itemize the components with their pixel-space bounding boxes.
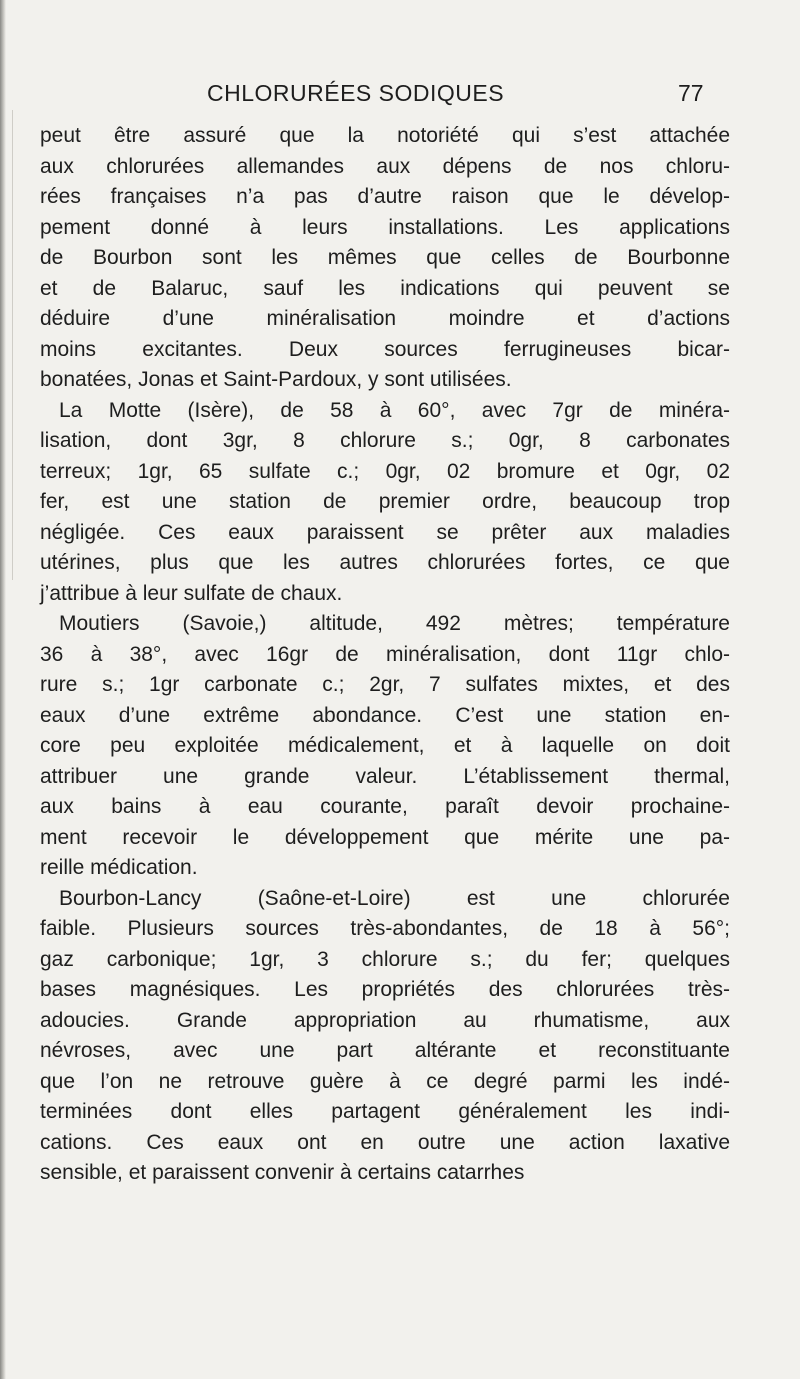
running-title: CHLORURÉES SODIQUES [207,80,505,106]
text-line: 36 à 38°, avec 16gr de minéralisation, dont 11gr chlo- [40,642,730,666]
text-line: de Bourbon sont les mêmes que celles de Bourbonne [40,246,730,269]
text-line: ment recevoir le développement que mérite une pa- [40,825,730,849]
text-line: aux bains à eau courante, paraît devoir prochaine- [40,795,730,818]
text-line: Bourbon-Lancy (Saône-et-Loire) est une chlorurée [59,886,730,910]
text-line: Moutiers (Savoie,) altitude, 492 mètres; température [59,612,730,635]
text-line: faible. Plusieurs sources très-abondantes, de 18 à 56°; [40,917,730,940]
text-line: peut être assuré que la notoriété qui s’est attachée [40,124,730,147]
text-line: terreux; 1gr, 65 sulfate c.; 0gr, 02 bromure et 0gr, 02 [40,459,730,483]
text-line: rure s.; 1gr carbonate c.; 2gr, 7 sulfates mixtes, et des [40,673,730,696]
text-line: j’attribue à leur sulfate de chaux. [40,581,343,605]
text-line: et de Balaruc, sauf les indications qui peuvent se [40,276,730,300]
text-line: gaz carbonique; 1gr, 3 chlorure s.; du fer; quelques [40,947,730,971]
text-line: négligée. Ces eaux paraissent se prêter aux maladies [40,520,730,544]
page-number: 77 [678,80,704,106]
text-line: reille médication. [40,856,198,879]
text-line: bonatées, Jonas et Saint-Pardoux, y sont utilisées. [40,368,512,391]
text-line: La Motte (Isère), de 58 à 60°, avec 7gr de minéra- [59,398,730,422]
text-line: adoucies. Grande appropriation au rhumatisme, aux [40,1008,730,1032]
text-line: eaux d’une extrême abondance. C’est une station en- [40,703,730,727]
text-line: utérines, plus que les autres chlorurées fortes, ce que [40,551,730,574]
text-line: névroses, avec une part altérante et reconstituante [40,1039,730,1062]
text-line: bases magnésiques. Les propriétés des chlorurées très- [40,978,730,1001]
text-line: attribuer une grande valeur. L’établissement thermal, [40,764,730,788]
text-line: déduire d’une minéralisation moindre et d’actions [40,307,730,330]
text-line: lisation, dont 3gr, 8 chlorure s.; 0gr, 8 carbonates [40,429,730,452]
text-line: rées françaises n’a pas d’autre raison que le dévelop- [40,185,730,208]
text-line: aux chlorurées allemandes aux dépens de nos chloru- [40,154,730,178]
page-fold-line [12,110,13,580]
text-line: sensible, et paraissent convenir à certains catarrhes [40,1161,525,1184]
running-header [0,80,800,114]
page-edge-shadow [0,0,6,1379]
text-line: terminées dont elles partagent généralement les indi- [40,1100,730,1123]
text-line: core peu exploitée médicalement, et à laquelle on doit [40,734,730,757]
text-line: moins excitantes. Deux sources ferrugineuses bicar- [40,337,730,361]
text-line: pement donné à leurs installations. Les applications [40,215,730,239]
text-line: cations. Ces eaux ont en outre une action laxative [40,1130,730,1154]
body-text [40,121,730,1189]
text-line: fer, est une station de premier ordre, beaucoup trop [40,490,730,513]
text-line: que l’on ne retrouve guère à ce degré parmi les indé- [40,1069,730,1093]
